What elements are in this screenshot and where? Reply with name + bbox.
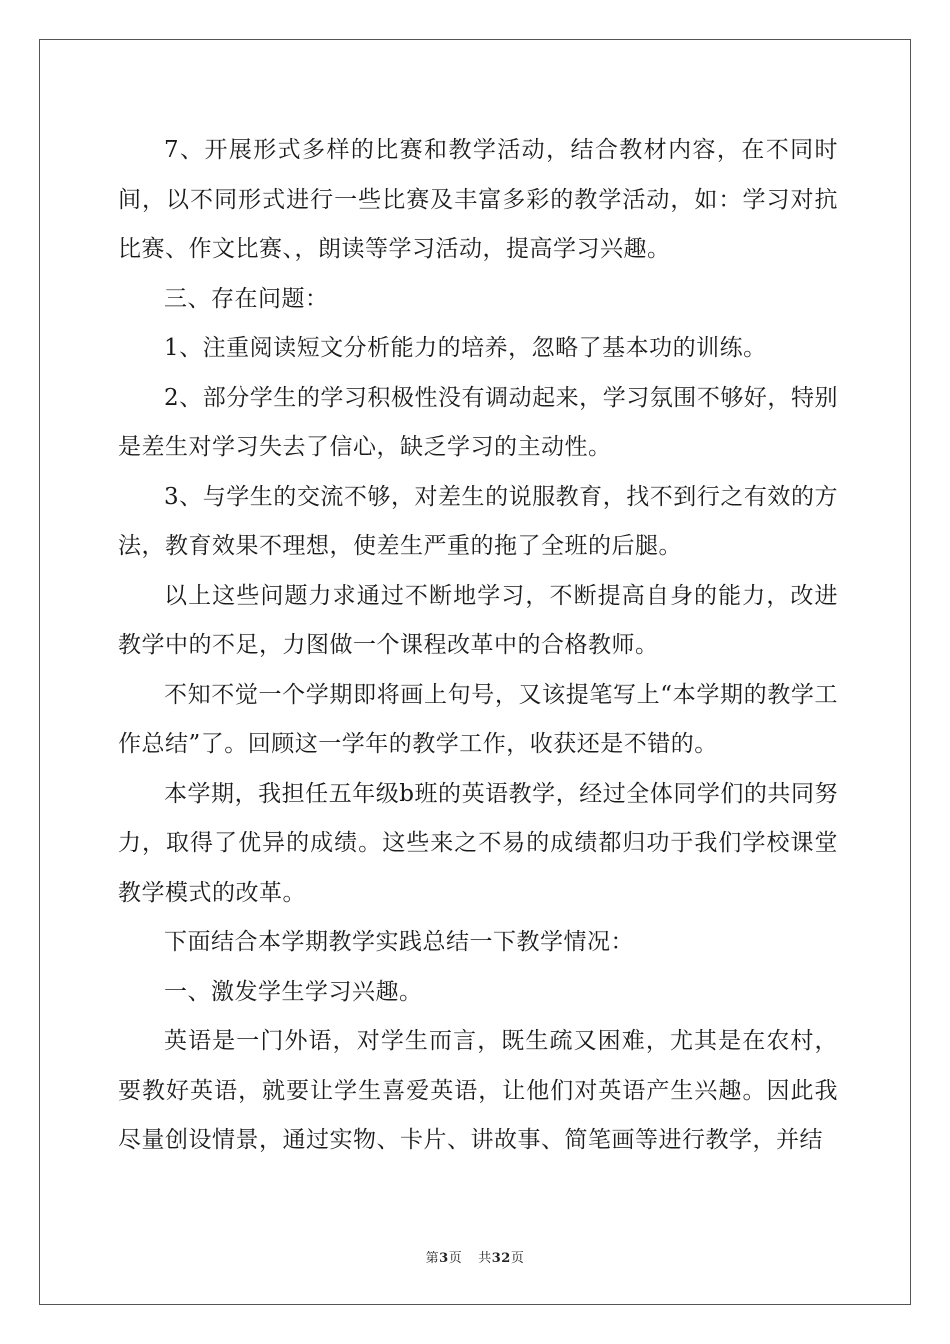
paragraph-semester-intro: 不知不觉一个学期即将画上句号，又该提笔写上“本学期的教学工作总结”了。回顾这一学年的教学工作，收获还是不错的。 — [118, 681, 838, 757]
paragraph-summary-lead: 下面结合本学期教学实践总结一下教学情况： — [164, 929, 634, 955]
document-body — [118, 126, 838, 1166]
footer-total-suffix: 页 — [510, 1251, 525, 1266]
paragraph-problem-2: 2、部分学生的学习积极性没有调动起来，学习氛围不够好，特别是差生对学习失去了信心，缺乏学习的主动性。 — [118, 384, 838, 460]
paragraph-problem-1: 1、注重阅读短文分析能力的培养，忽略了基本功的训练。 — [164, 335, 767, 361]
footer-page-mid: 页 — [448, 1251, 463, 1266]
page-footer — [0, 1247, 950, 1266]
paragraph-improvement: 以上这些问题力求通过不断地学习，不断提高自身的能力，改进教学中的不足，力图做一个课程改革中的合格教师。 — [118, 582, 838, 658]
footer-page-current: 3 — [439, 1251, 449, 1266]
footer-total-prefix: 共 — [478, 1251, 492, 1266]
paragraph-class-summary: 本学期，我担任五年级b班的英语教学，经过全体同学们的共同努力，取得了优异的成绩。这些来之不易的成绩都归功于我们学校课堂教学模式的改革。 — [118, 780, 838, 906]
heading-interest: 一、激发学生学习兴趣。 — [164, 978, 423, 1005]
paragraph-interest: 英语是一门外语，对学生而言，既生疏又困难，尤其是在农村，要教好英语，就要让学生喜爱英语，让他们对英语产生兴趣。因此我尽量创设情景，通过实物、卡片、讲故事、简笔画等进行教学，并结 — [118, 1028, 838, 1153]
heading-problems: 三、存在问题： — [164, 285, 329, 312]
footer-page-total: 32 — [491, 1251, 511, 1266]
paragraph-activities: 7、开展形式多样的比赛和教学活动，结合教材内容，在不同时间，以不同形式进行一些比赛及丰富多彩的教学活动，如：学习对抗比赛、作文比赛、，朗读等学习活动，提高学习兴趣。 — [118, 137, 838, 262]
footer-page-prefix: 第 — [425, 1251, 440, 1266]
paragraph-problem-3: 3、与学生的交流不够，对差生的说服教育，找不到行之有效的方法，教育效果不理想，使差生严重的拖了全班的后腿。 — [118, 483, 838, 559]
